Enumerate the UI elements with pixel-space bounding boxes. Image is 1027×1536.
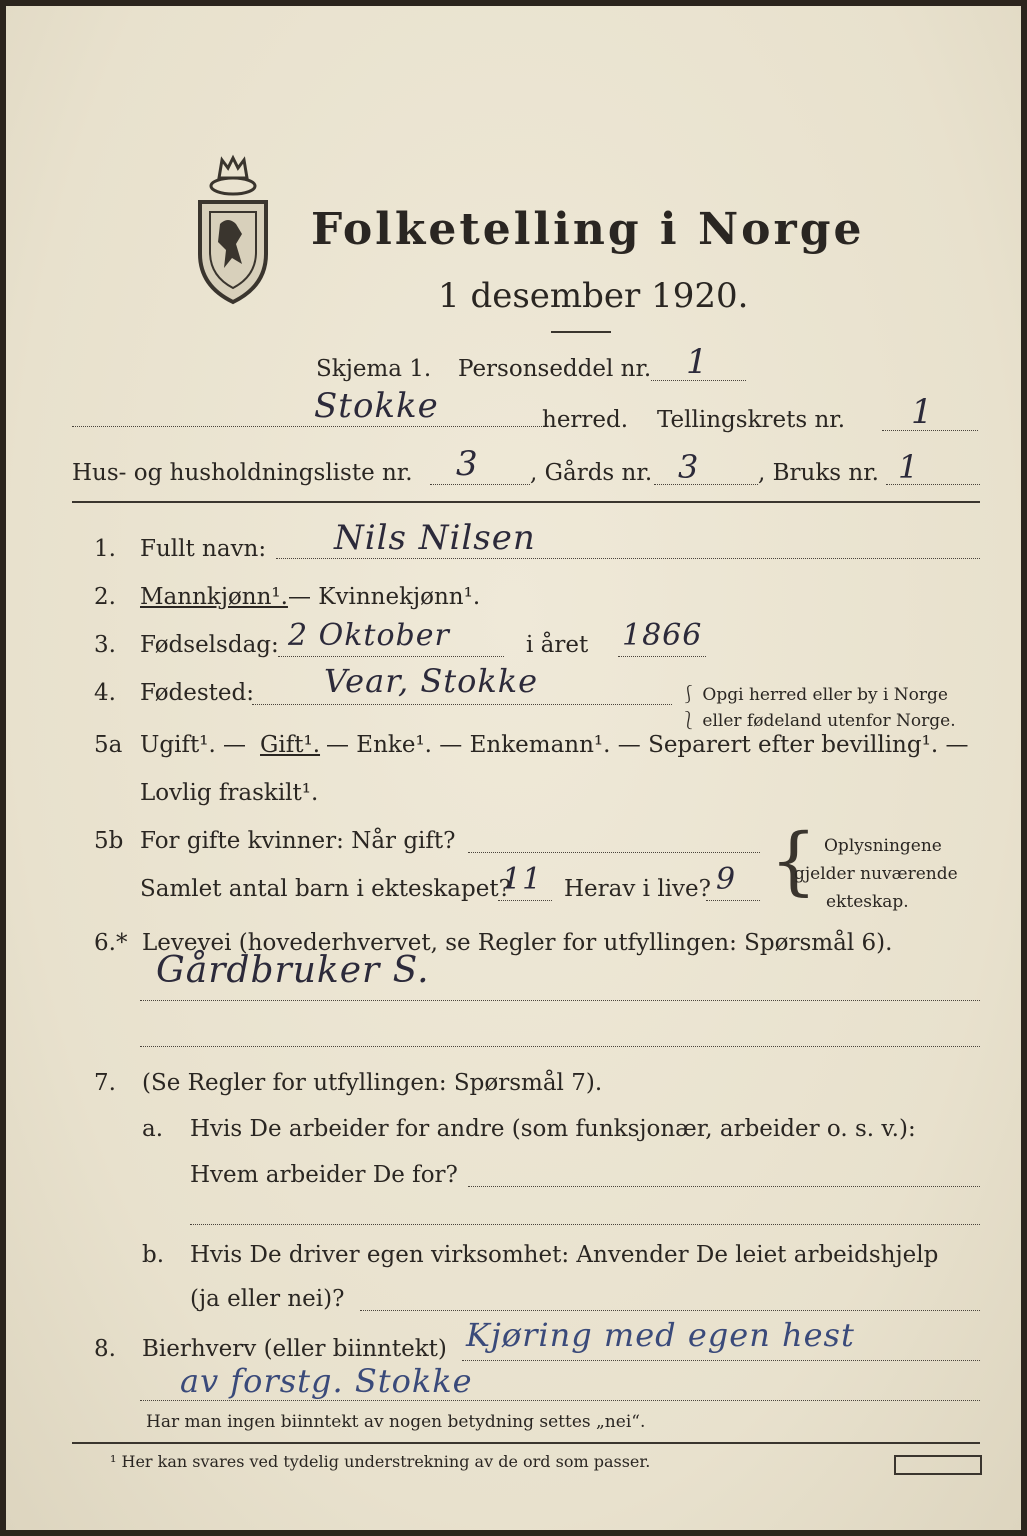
q5b-label: For gifte kvinner: Når gift? <box>140 828 456 854</box>
form-date: 1 desember 1920. <box>438 276 749 316</box>
q5b-note-1: Oplysningene <box>824 836 942 856</box>
q8-number: 8. <box>94 1336 116 1362</box>
gards-line <box>654 484 758 485</box>
q4-number: 4. <box>94 680 116 706</box>
q5a-gift: Gift¹. <box>260 732 321 758</box>
q5b-children-value: 11 <box>502 862 543 897</box>
form-title: Folketelling i Norge <box>311 204 865 255</box>
q1-value: Nils Nilsen <box>334 518 536 558</box>
q5a-number: 5a <box>94 732 123 758</box>
tellingskrets-value: 1 <box>911 392 934 432</box>
coat-of-arms-icon <box>192 154 274 306</box>
q1-number: 1. <box>94 536 116 562</box>
q5a-lovlig: Lovlig fraskilt¹. <box>140 780 319 806</box>
q4-line <box>252 704 672 705</box>
q6-number: 6.* <box>94 930 128 956</box>
q5b-children-label: Samlet antal barn i ekteskapet? <box>140 876 511 902</box>
header-divider <box>72 501 980 503</box>
q5b-alive-value: 9 <box>716 862 737 897</box>
q6-line-1 <box>140 1000 980 1001</box>
q5b-note-2: gjelder nuværende <box>794 864 958 884</box>
husholdningsliste-value: 3 <box>456 444 479 484</box>
schema-label: Skjema 1. <box>316 356 432 382</box>
q7-number: 7. <box>94 1070 116 1096</box>
q2-number: 2. <box>94 584 116 610</box>
q7b-text: Hvis De driver egen virksomhet: Anvender De leiet arbeidshjelp <box>190 1242 939 1268</box>
q8-value-1: Kjøring med egen hest <box>466 1316 855 1354</box>
q8-label: Bierhverv (eller biinntekt) <box>142 1336 447 1362</box>
q5a-rest: — Enke¹. — Enkemann¹. — Separert efter bevilling¹. — <box>326 732 969 758</box>
q6-line-2 <box>140 1046 980 1047</box>
census-form <box>6 6 1021 1530</box>
personseddel-value: 1 <box>686 342 709 382</box>
q4-value: Vear, Stokke <box>324 662 539 700</box>
q5a-ugift: Ugift¹. — <box>140 732 247 758</box>
q7b-yesno-line <box>360 1310 980 1311</box>
gards-label: , Gårds nr. <box>530 460 653 486</box>
herred-value: Stokke <box>314 386 439 426</box>
q7a-extra-line <box>190 1224 980 1225</box>
q5b-note-3: ekteskap. <box>826 892 909 912</box>
q3-year-value: 1866 <box>622 618 703 653</box>
q7b-letter: b. <box>142 1242 165 1268</box>
q3-number: 3. <box>94 632 116 658</box>
q3-date-line <box>278 656 504 657</box>
husholdningsliste-label: Hus- og husholdningsliste nr. <box>72 460 413 486</box>
q3-label: Fødselsdag: <box>140 632 279 658</box>
q4-label: Fødested: <box>140 680 255 706</box>
q5b-note-brace: { <box>770 818 818 904</box>
q5b-alive-label: Herav i live? <box>564 876 711 902</box>
personseddel-label: Personseddel nr. <box>458 356 652 382</box>
q5b-children-line <box>498 900 552 901</box>
q6-label: Levevei (hovederhvervet, se Regler for utfyllingen: Spørsmål 6). <box>142 930 893 956</box>
q3-year-line <box>618 656 706 657</box>
q8-line-1 <box>462 1360 980 1361</box>
q7-label: (Se Regler for utfyllingen: Spørsmål 7). <box>142 1070 603 1096</box>
bruks-value: 1 <box>898 448 920 486</box>
husholdningsliste-line <box>430 484 530 485</box>
q1-line <box>276 558 980 559</box>
q7a-text: Hvis De arbeider for andre (som funksjonær, arbeider o. s. v.): <box>190 1116 916 1142</box>
herred-label: herred. <box>542 407 629 433</box>
q3-year-label: i året <box>526 632 589 658</box>
bruks-label: , Bruks nr. <box>758 460 879 486</box>
q2-kvinnekjonn: — Kvinnekjønn¹. <box>288 584 481 610</box>
q2-mannkjonn: Mannkjønn¹. <box>140 584 288 610</box>
q3-date-value: 2 Oktober <box>288 618 450 653</box>
q8-note: Har man ingen biinntekt av nogen betydning settes „nei“. <box>146 1412 646 1432</box>
q4-note-2: ⎱ eller fødeland utenfor Norge. <box>680 711 956 731</box>
q7a-who-line <box>468 1186 980 1187</box>
q7a-letter: a. <box>142 1116 164 1142</box>
q8-line-2 <box>140 1400 980 1401</box>
q8-value-2: av forstg. Stokke <box>180 1362 473 1400</box>
footnote: ¹ Her kan svares ved tydelig understrekning av de ord som passer. <box>110 1452 651 1471</box>
q6-value: Gårdbruker S. <box>156 950 430 991</box>
q5b-number: 5b <box>94 828 124 854</box>
q1-label: Fullt navn: <box>140 536 267 562</box>
q5b-married-line <box>468 852 760 853</box>
tellingskrets-label: Tellingskrets nr. <box>657 407 846 433</box>
q4-note-1: ⎰ Opgi herred eller by i Norge <box>680 685 948 705</box>
footnote-divider <box>72 1442 980 1444</box>
q7b-yesno-label: (ja eller nei)? <box>190 1286 345 1312</box>
q5b-alive-line <box>706 900 760 901</box>
gards-value: 3 <box>678 448 700 486</box>
herred-line <box>72 426 542 427</box>
q7a-who-label: Hvem arbeider De for? <box>190 1162 458 1188</box>
title-divider <box>551 331 611 333</box>
printer-stamp <box>894 1455 982 1475</box>
